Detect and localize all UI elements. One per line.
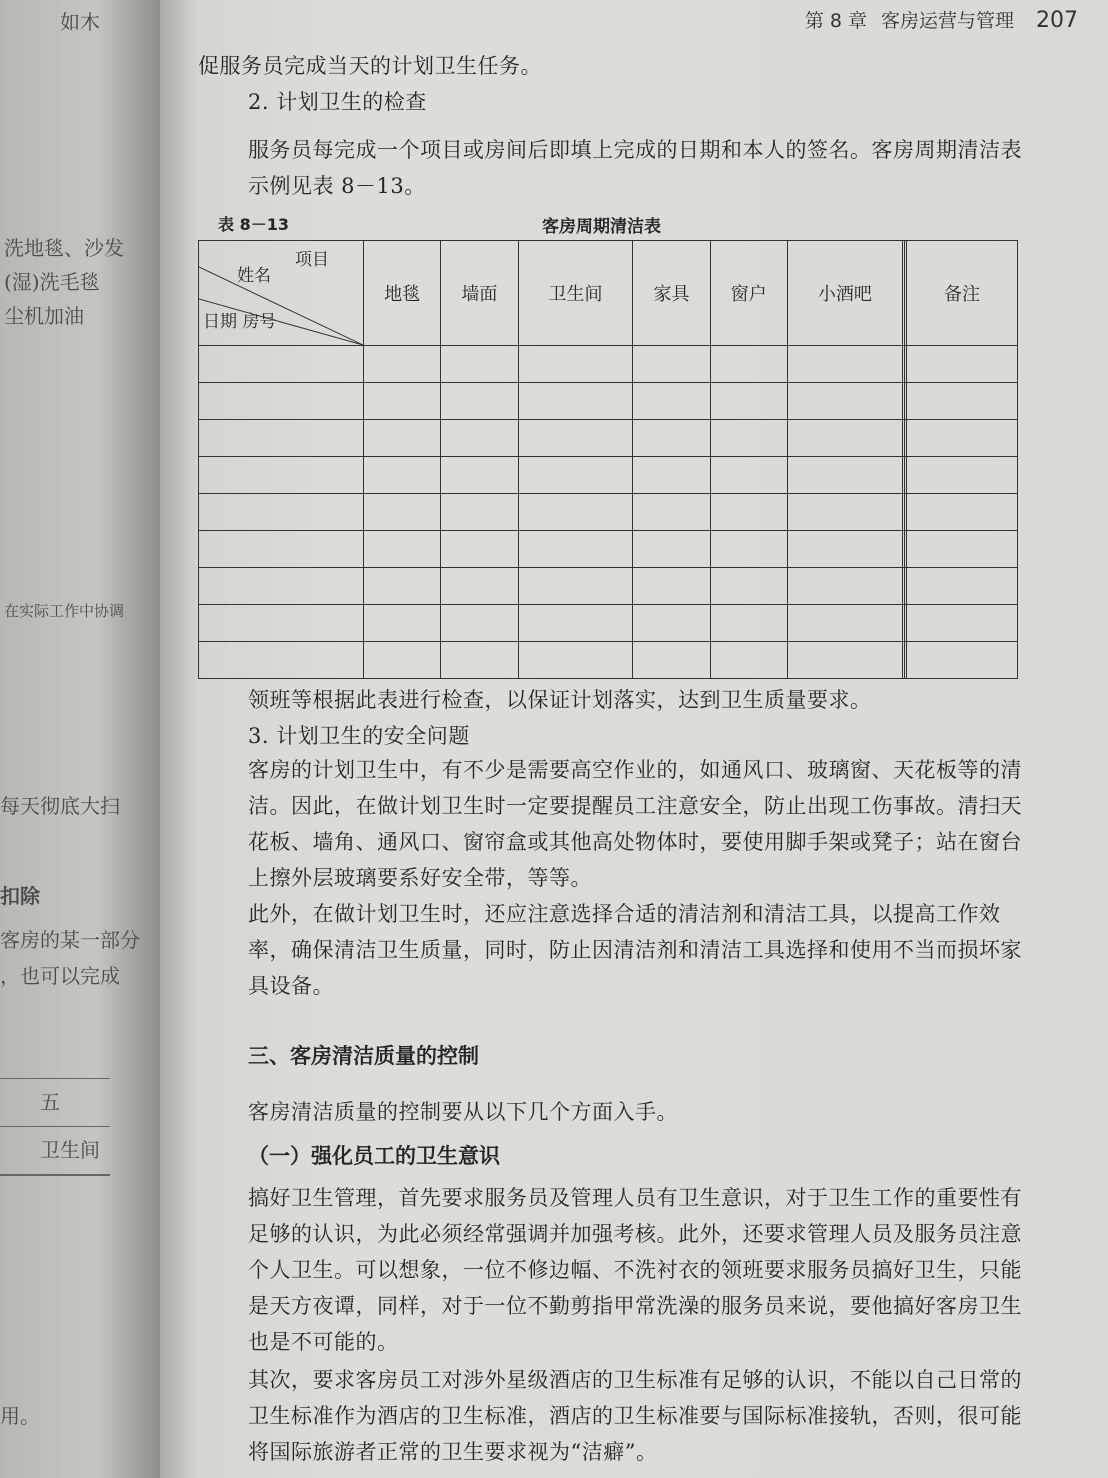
table-column-header: 地毯 [364, 241, 441, 346]
facing-table-cell: 卫生间 [0, 1127, 110, 1175]
table-row [199, 457, 1018, 494]
table-cell [633, 457, 710, 494]
table-row [199, 531, 1018, 568]
table-column-header: 家具 [633, 241, 710, 346]
paragraph: 其次，要求客房员工对涉外星级酒店的卫生标准有足够的认识，不能以自己日常的卫生标准作为酒店的卫生标准，酒店的卫生标准要与国际标准接轨，否则，很可能将国际旅游者正常的卫生要求视为“洁癖”。 [248, 1368, 1022, 1464]
table-cell [199, 383, 364, 420]
table-row [199, 494, 1018, 531]
facing-text: 如木 [60, 10, 100, 34]
paragraph: 客房的计划卫生中，有不少是需要高空作业的，如通风口、玻璃窗、天花板等的清洁。因此，在做计划卫生时一定要提醒员工注意安全，防止出现工伤事故。清扫天花板、墙角、通风口、窗帘盒或其他高处物体时，要使用脚手架或凳子；站在窗台上擦外层玻璃要系好安全带，等等。 [248, 758, 1022, 890]
table-cell [710, 346, 787, 383]
table-cell [787, 457, 902, 494]
corner-name-label: 姓名 [237, 266, 271, 286]
table-cell [787, 531, 902, 568]
table-cell [364, 383, 441, 420]
table-column-header: 小酒吧 [787, 241, 902, 346]
table-cell [787, 642, 902, 679]
paragraph: 领班等根据此表进行检查，以保证计划落实，达到卫生质量要求。 [248, 688, 872, 712]
table-cell [518, 642, 633, 679]
table-cell [787, 383, 902, 420]
table-cell [199, 642, 364, 679]
subheading: 2. 计划卫生的检查 [248, 90, 427, 114]
facing-table [0, 1078, 110, 1176]
table-cell [364, 420, 441, 457]
table-cell [364, 605, 441, 642]
table-cell [441, 346, 518, 383]
table-cell [518, 531, 633, 568]
table-row [199, 568, 1018, 605]
table-column-header: 窗户 [710, 241, 787, 346]
table-cell [633, 605, 710, 642]
table-cell [907, 346, 1018, 383]
table-cell [441, 531, 518, 568]
table-cell [518, 420, 633, 457]
table-corner-cell [199, 241, 364, 346]
table-cell [633, 531, 710, 568]
table-cell [907, 531, 1018, 568]
table-cell [787, 346, 902, 383]
table-cell [441, 605, 518, 642]
table-cell [710, 642, 787, 679]
table-column-header: 卫生间 [518, 241, 633, 346]
table-column-header: 备注 [907, 241, 1018, 346]
section-heading: 三、客房清洁质量的控制 [248, 1044, 479, 1068]
facing-text: 尘机加油 [4, 304, 84, 328]
paragraph: 服务员每完成一个项目或房间后即填上完成的日期和本人的签名。客房周期清洁表示例见表 8－13。 [248, 138, 1022, 198]
table-cell [907, 568, 1018, 605]
table-cell [710, 568, 787, 605]
table-cell [364, 457, 441, 494]
table-cell [633, 346, 710, 383]
table-cell [907, 457, 1018, 494]
facing-text: 客房的某一部分 [0, 928, 140, 952]
table-row [199, 346, 1018, 383]
table-cell [787, 420, 902, 457]
table-cell [441, 457, 518, 494]
table-cell [199, 605, 364, 642]
table-cell [633, 494, 710, 531]
table-number: 表 8－13 [218, 215, 289, 234]
table-cell [518, 457, 633, 494]
table-cell [441, 568, 518, 605]
table-cell [199, 420, 364, 457]
table-row [199, 642, 1018, 679]
table-cell [710, 605, 787, 642]
subheading: 3. 计划卫生的安全问题 [248, 724, 470, 748]
table-cell [364, 494, 441, 531]
table-cell [441, 420, 518, 457]
table-cell [710, 383, 787, 420]
table-cell [633, 642, 710, 679]
table-cell [518, 568, 633, 605]
running-header [805, 6, 1078, 33]
table-cell [633, 420, 710, 457]
chapter-title: 客房运营与管理 [880, 10, 1014, 32]
table-title: 客房周期清洁表 [542, 217, 661, 237]
table-header-row [199, 241, 1018, 346]
table-cell [787, 568, 902, 605]
facing-text: 洗地毯、沙发 [4, 236, 124, 260]
table-cell [907, 494, 1018, 531]
table-cell [633, 568, 710, 605]
paragraph: 此外，在做计划卫生时，还应注意选择合适的清洁剂和清洁工具，以提高工作效率，确保清洁卫生质量，同时，防止因清洁剂和清洁工具选择和使用不当而损坏家具设备。 [248, 902, 1022, 998]
table-column-header: 墙面 [441, 241, 518, 346]
table-cell [787, 605, 902, 642]
table-cell [518, 346, 633, 383]
table-cell [441, 494, 518, 531]
table-cell [907, 383, 1018, 420]
subsection-heading: （一）强化员工的卫生意识 [248, 1144, 500, 1168]
table-cell [518, 605, 633, 642]
table-cell [710, 420, 787, 457]
table-cell [518, 494, 633, 531]
book-page [160, 0, 1108, 1478]
table-cell [710, 531, 787, 568]
paragraph: 促服务员完成当天的计划卫生任务。 [198, 54, 542, 78]
paragraph: 客房清洁质量的控制要从以下几个方面入手。 [248, 1100, 678, 1124]
table-cell [364, 531, 441, 568]
periodic-cleaning-table [198, 240, 1018, 679]
table-cell [710, 457, 787, 494]
paragraph: 搞好卫生管理，首先要求服务员及管理人员有卫生意识，对于卫生工作的重要性有足够的认识，为此必须经常强调并加强考核。此外，还要求管理人员及服务员注意个人卫生。可以想象，一位不修边幅、不洗衬衣的领班要求服务员搞好卫生，只能是天方夜谭，同样，对于一位不勤剪指甲常洗澡的服务员来说，要他搞好客房卫生也是不可能的。 [248, 1186, 1022, 1354]
corner-date-room-label: 日期 房号 [203, 312, 277, 332]
corner-item-label: 项目 [295, 250, 329, 270]
table-cell [710, 494, 787, 531]
table-cell [907, 605, 1018, 642]
chapter-label: 第 8 章 [804, 10, 867, 32]
table-cell [907, 642, 1018, 679]
table-cell [364, 642, 441, 679]
facing-text: 每天彻底大扫 [0, 794, 120, 818]
table-cell [364, 346, 441, 383]
page-number: 207 [1036, 8, 1078, 33]
table-cell [199, 494, 364, 531]
table-cell [633, 383, 710, 420]
table-cell [199, 531, 364, 568]
table-cell [518, 383, 633, 420]
table-cell [199, 568, 364, 605]
table-row [199, 383, 1018, 420]
facing-text: 用。 [0, 1404, 40, 1428]
table-cell [787, 494, 902, 531]
table-cell [199, 346, 364, 383]
table-cell [907, 420, 1018, 457]
table-cell [364, 568, 441, 605]
table-row [199, 605, 1018, 642]
facing-text: ，也可以完成 [0, 964, 120, 988]
facing-page [0, 0, 160, 1478]
facing-text: (湿)洗毛毯 [4, 270, 100, 294]
facing-text: 在实际工作中协调 [4, 602, 125, 620]
table-row [199, 420, 1018, 457]
facing-text: 扣除 [0, 884, 40, 908]
facing-table-cell: 五 [0, 1079, 110, 1127]
table-cell [441, 383, 518, 420]
table-cell [199, 457, 364, 494]
table-cell [441, 642, 518, 679]
